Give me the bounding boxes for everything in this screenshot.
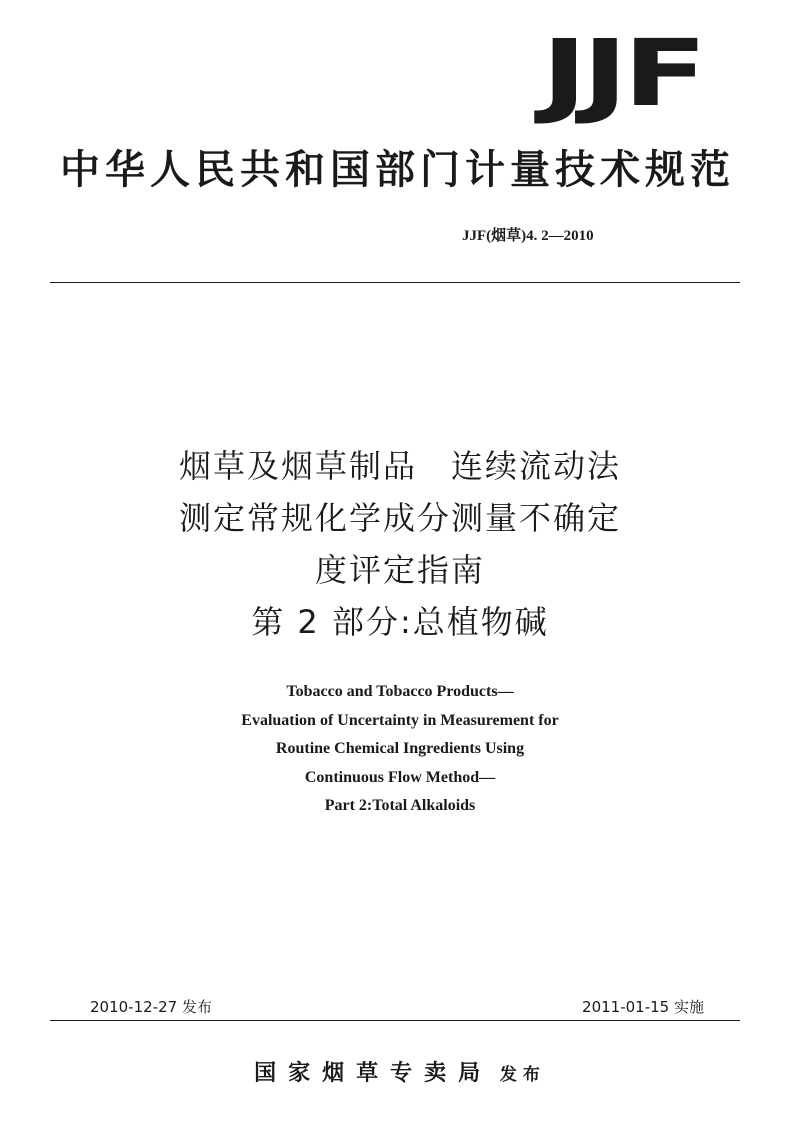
chinese-title: [0, 440, 800, 648]
top-divider: [50, 282, 740, 283]
english-title-line-1: Tobacco and Tobacco Products—: [286, 683, 514, 700]
chinese-title-line-2: 测定常规化学成分测量不确定: [178, 499, 621, 537]
english-title-line-3: Routine Chemical Ingredients Using: [275, 740, 525, 757]
english-title-line-2: Evaluation of Uncertainty in Measurement for: [241, 711, 559, 729]
jjf-logo: JJF: [540, 20, 702, 127]
issue-date: 2010-12-27 发布: [90, 998, 212, 1016]
english-title-line-4: Continuous Flow Method—: [304, 768, 496, 786]
standard-type-title: 中华人民共和国部门计量技术规范: [60, 146, 735, 193]
issuing-organization: 国家烟草专卖局: [254, 1060, 493, 1086]
issuer-line: [0, 1056, 800, 1087]
english-title: [0, 678, 800, 821]
implementation-date: 2011-01-15 实施: [582, 998, 704, 1016]
issue-action: 发布: [499, 1065, 546, 1085]
bottom-divider: [50, 1020, 740, 1021]
chinese-title-line-4: 第 2 部分:总植物碱: [251, 603, 549, 641]
document-number: JJF(烟草)4. 2—2010: [462, 228, 594, 244]
english-title-line-5: Part 2:Total Alkaloids: [324, 797, 476, 814]
chinese-title-line-3: 度评定指南: [314, 551, 485, 589]
chinese-title-line-1: 烟草及烟草制品 连续流动法: [178, 447, 621, 485]
